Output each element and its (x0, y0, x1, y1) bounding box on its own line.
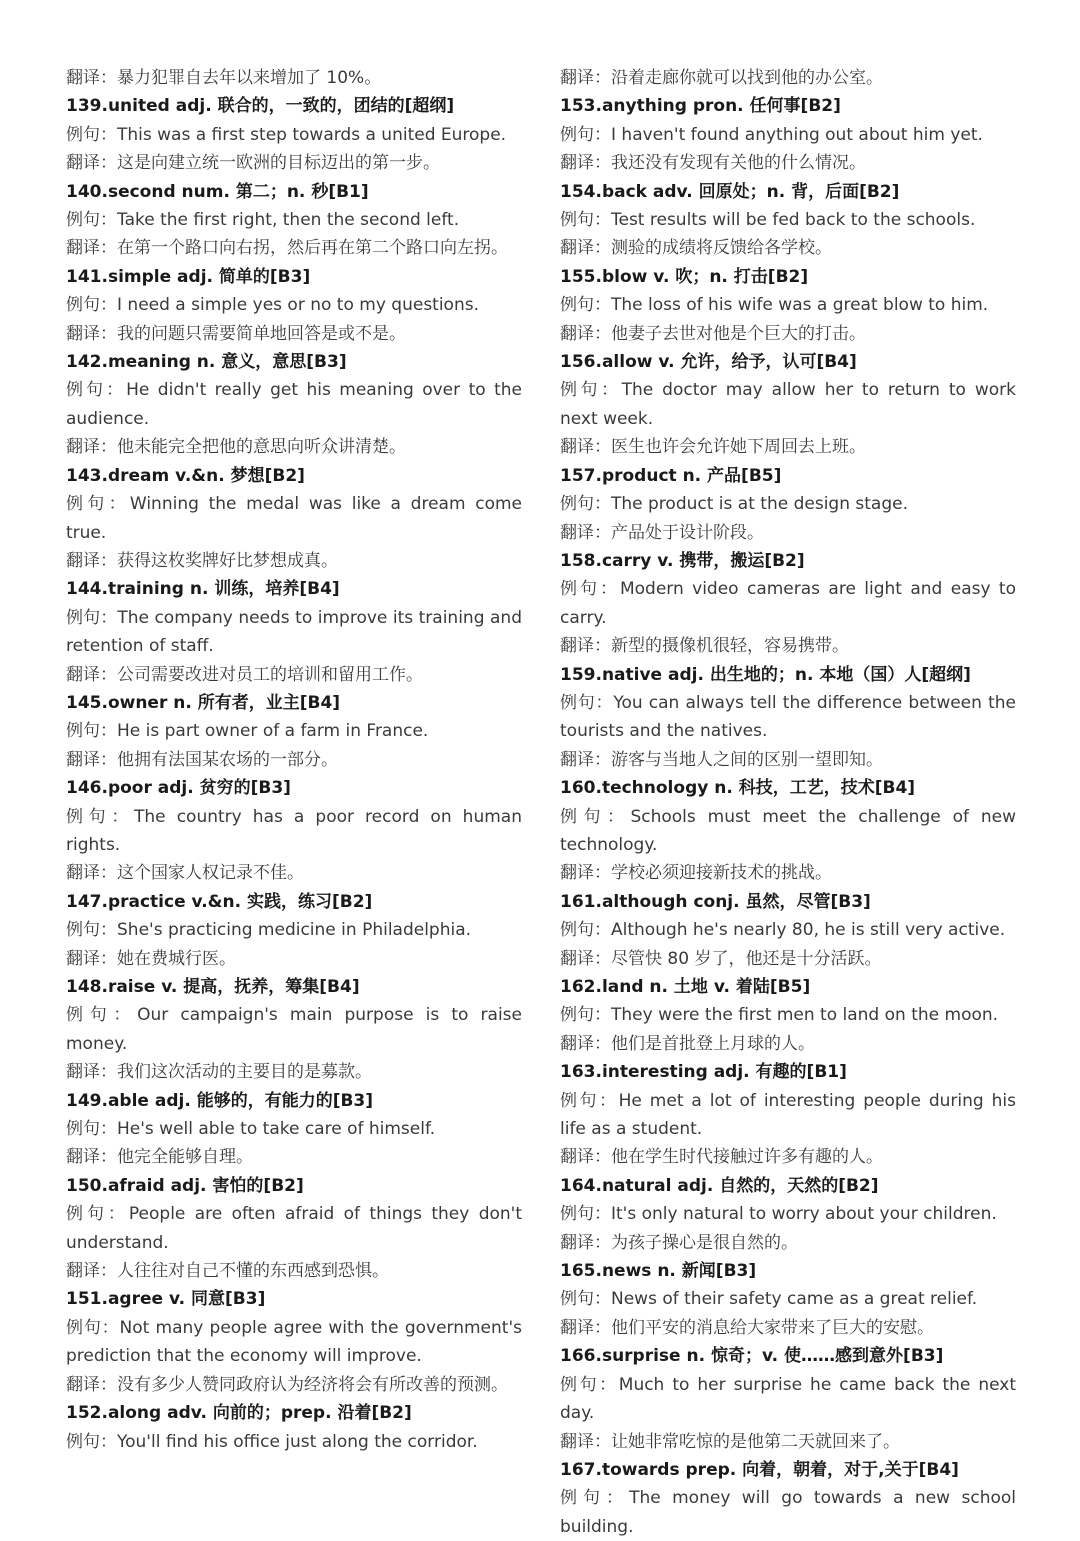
translation: 翻译：医生也许会允许她下周回去上班。 (560, 437, 866, 458)
right-column (560, 64, 1016, 1541)
translation: 翻译：他在学生时代接触过许多有趣的人。 (560, 1147, 883, 1168)
example-sentence: 例句：The loss of his wife was a great blow to him. (560, 295, 989, 316)
translation: 翻译：学校必须迎接新技术的挑战。 (560, 863, 832, 884)
example-sentence: 例句：This was a first step towards a united Europe. (66, 124, 507, 145)
translation: 翻译：游客与当地人之间的区别一望即知。 (560, 749, 883, 770)
vocab-entry-heading: 149.able adj. 能够的，有能力的[B3] (66, 1090, 374, 1111)
example-sentence: 例句：Our campaign's main purpose is to raise money. (66, 1005, 522, 1054)
vocab-entry-heading: 159.native adj. 出生地的；n. 本地（国）人[超纲] (560, 664, 971, 685)
translation: 翻译：公司需要改进对员工的培训和留用工作。 (66, 664, 423, 685)
translation: 翻译：尽管快 80 岁了，他还是十分活跃。 (560, 948, 882, 969)
translation: 翻译：我的问题只需要简单地回答是或不是。 (66, 323, 406, 344)
example-sentence: 例句：The country has a poor record on human rights. (66, 806, 522, 855)
example-sentence: 例句：Much to her surprise he came back the next day. (560, 1374, 1016, 1424)
vocab-entry-heading: 158.carry v. 携带，搬运[B2] (560, 550, 805, 571)
vocab-entry-heading: 148.raise v. 提高，抚养，筹集[B4] (66, 977, 360, 997)
vocab-entry-heading: 151.agree v. 同意[B3] (66, 1289, 266, 1310)
example-sentence: 例句：He didn't really get his meaning over to the audience. (66, 380, 522, 429)
example-sentence: 例句：She's practicing medicine in Philadelphia. (66, 920, 472, 941)
translation: 翻译：这个国家人权记录不佳。 (66, 863, 304, 884)
vocab-entry-heading: 146.poor adj. 贫穷的[B3] (66, 778, 291, 799)
vocab-entry-heading: 150.afraid adj. 害怕的[B2] (66, 1175, 304, 1196)
example-sentence: 例句：He is part owner of a farm in France. (66, 721, 429, 742)
vocab-entry-heading: 147.practice v.&n. 实践，练习[B2] (66, 891, 373, 912)
translation: 翻译：他妻子去世对他是个巨大的打击。 (560, 323, 866, 344)
example-sentence: 例句：He met a lot of interesting people during his life as a student. (560, 1090, 1016, 1140)
translation: 翻译：她在费城行医。 (66, 948, 236, 969)
vocab-entry-heading: 156.allow v. 允许，给予，认可[B4] (560, 352, 857, 373)
translation: 翻译：暴力犯罪自去年以来增加了 10%。 (66, 68, 382, 88)
example-sentence: 例句：People are often afraid of things they don't understand. (66, 1204, 522, 1253)
translation: 翻译：让她非常吃惊的是他第二天就回来了。 (560, 1431, 900, 1452)
vocab-entry-heading: 143.dream v.&n. 梦想[B2] (66, 465, 305, 486)
example-sentence: 例句：It's only natural to worry about your children. (560, 1204, 997, 1225)
example-sentence: 例句：Although he's nearly 80, he is still very active. (560, 920, 1006, 941)
translation: 翻译：在第一个路口向右拐，然后再在第二个路口向左拐。 (66, 238, 508, 259)
vocab-entry-heading: 165.news n. 新闻[B3] (560, 1261, 757, 1282)
vocab-entry-heading: 166.surprise n. 惊奇；v. 使……感到意外[B3] (560, 1346, 944, 1367)
example-sentence: 例句：The company needs to improve its training and retention of staff. (66, 607, 522, 657)
example-sentence: 例句：You'll find his office just along the corridor. (66, 1431, 478, 1452)
translation: 翻译：他们平安的消息给大家带来了巨大的安慰。 (560, 1317, 934, 1338)
example-sentence: 例句：Schools must meet the challenge of new technology. (560, 806, 1016, 855)
translation: 翻译：没有多少人赞同政府认为经济将会有所改善的预测。 (66, 1374, 508, 1395)
vocab-entry-heading: 139.united adj. 联合的，一致的，团结的[超纲] (66, 96, 455, 117)
vocab-entry-heading: 157.product n. 产品[B5] (560, 465, 782, 486)
example-sentence: 例句：You can always tell the difference between the tourists and the natives. (560, 692, 1016, 742)
vocab-entry-heading: 163.interesting adj. 有趣的[B1] (560, 1062, 847, 1083)
vocab-entry-heading: 162.land n. 土地 v. 着陆[B5] (560, 977, 811, 997)
translation: 翻译：我们这次活动的主要目的是募款。 (66, 1062, 372, 1083)
vocab-entry-heading: 161.although conj. 虽然，尽管[B3] (560, 891, 871, 912)
vocab-entry-heading: 160.technology n. 科技，工艺，技术[B4] (560, 778, 916, 799)
vocab-entry-heading: 142.meaning n. 意义，意思[B3] (66, 352, 347, 373)
example-sentence: 例句：Test results will be fed back to the schools. (560, 210, 976, 231)
example-sentence: 例句：News of their safety came as a great relief. (560, 1289, 978, 1310)
vocab-entry-heading: 152.along adv. 向前的；prep. 沿着[B2] (66, 1403, 412, 1424)
translation: 翻译：产品处于设计阶段。 (560, 522, 764, 543)
vocab-entry-heading: 153.anything pron. 任何事[B2] (560, 96, 841, 117)
vocab-entry-heading: 141.simple adj. 简单的[B3] (66, 266, 311, 287)
left-column (66, 64, 522, 1456)
example-sentence: 例句：The money will go towards a new school building. (560, 1488, 1016, 1537)
vocab-entry-heading: 154.back adv. 回原处；n. 背，后面[B2] (560, 181, 900, 202)
vocab-entry-heading: 164.natural adj. 自然的，天然的[B2] (560, 1175, 879, 1196)
translation: 翻译：沿着走廊你就可以找到他的办公室。 (560, 68, 883, 88)
vocab-entry-heading: 144.training n. 训练，培养[B4] (66, 579, 340, 600)
translation: 翻译：他完全能够自理。 (66, 1147, 253, 1168)
vocab-entry-heading: 145.owner n. 所有者，业主[B4] (66, 692, 341, 713)
example-sentence: 例句：The product is at the design stage. (560, 494, 908, 515)
example-sentence: 例句：I need a simple yes or no to my questions. (66, 295, 479, 316)
translation: 翻译：我还没有发现有关他的什么情况。 (560, 153, 866, 174)
example-sentence: 例句：He's well able to take care of himself. (66, 1119, 436, 1140)
translation: 翻译：这是向建立统一欧洲的目标迈出的第一步。 (66, 153, 440, 174)
translation: 翻译：人往往对自己不懂的东西感到恐惧。 (66, 1261, 389, 1282)
example-sentence: 例句：Winning the medal was like a dream come true. (66, 494, 522, 543)
translation: 翻译：他们是首批登上月球的人。 (560, 1033, 815, 1054)
translation: 翻译：新型的摄像机很轻，容易携带。 (560, 636, 849, 657)
example-sentence: 例句：I haven't found anything out about him yet. (560, 124, 983, 145)
example-sentence: 例句：Not many people agree with the government's prediction that the economy will improve. (66, 1317, 522, 1367)
translation: 翻译：获得这枚奖牌好比梦想成真。 (66, 550, 338, 571)
translation: 翻译：他未能完全把他的意思向听众讲清楚。 (66, 437, 406, 458)
vocab-entry-heading: 155.blow v. 吹；n. 打击[B2] (560, 266, 809, 287)
translation: 翻译：为孩子操心是很自然的。 (560, 1232, 798, 1253)
example-sentence: 例句：Take the first right, then the second left. (66, 210, 460, 231)
example-sentence: 例句：The doctor may allow her to return to work next week. (560, 380, 1016, 429)
vocab-entry-heading: 167.towards prep. 向着，朝着，对于,关于[B4] (560, 1459, 959, 1480)
example-sentence: 例句：Modern video cameras are light and easy to carry. (560, 579, 1016, 628)
translation: 翻译：他拥有法国某农场的一部分。 (66, 749, 338, 770)
example-sentence: 例句：They were the first men to land on the moon. (560, 1005, 999, 1026)
translation: 翻译：测验的成绩将反馈给各学校。 (560, 238, 832, 259)
vocab-entry-heading: 140.second num. 第二；n. 秒[B1] (66, 181, 369, 202)
